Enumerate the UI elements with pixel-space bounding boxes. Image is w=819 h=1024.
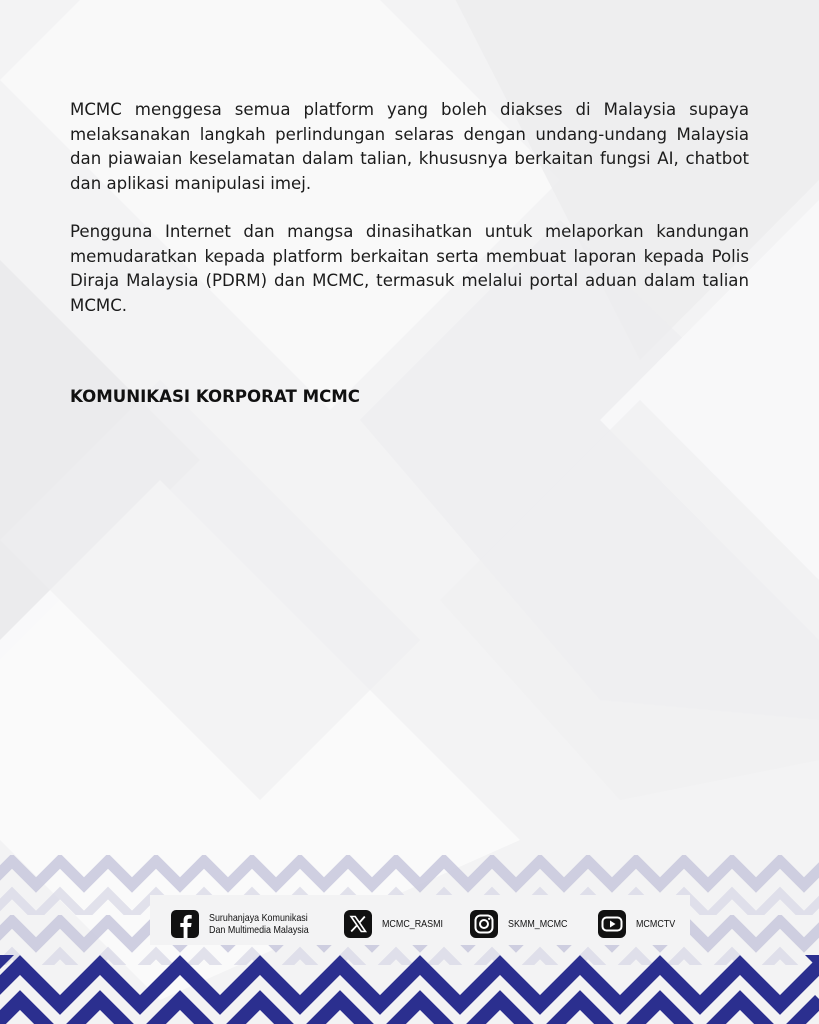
facebook-label-line1: Suruhanjaya Komunikasi bbox=[209, 912, 308, 924]
press-statement-body bbox=[70, 98, 749, 318]
signature: KOMUNIKASI KORPORAT MCMC bbox=[70, 387, 360, 406]
instagram-handle: SKMM_MCMC bbox=[508, 918, 568, 930]
youtube-handle: MCMCTV bbox=[636, 918, 676, 930]
x-handle: MCMC_RASMI bbox=[382, 918, 444, 930]
x-icon bbox=[343, 909, 373, 939]
facebook-icon bbox=[170, 909, 200, 939]
social-facebook[interactable] bbox=[170, 909, 326, 939]
social-x[interactable] bbox=[343, 909, 454, 939]
facebook-label-line2: Dan Multimedia Malaysia bbox=[209, 924, 309, 936]
youtube-icon bbox=[597, 909, 627, 939]
social-youtube[interactable] bbox=[597, 909, 682, 939]
paragraph-report-harmful-content: Pengguna Internet dan mangsa dinasihatkan untuk melaporkan kandungan memudaratkan kepada platform berkaitan serta membuat laporan kepada Polis Diraja Malaysia (PDRM) dan MCMC, termasuk melalui portal aduan dalam talian MCMC. bbox=[70, 222, 749, 315]
instagram-icon bbox=[469, 909, 499, 939]
paragraph-platform-protection: MCMC menggesa semua platform yang boleh diakses di Malaysia supaya melaksanakan langkah perlindungan selaras dengan undang-undang Malaysia dan piawaian keselamatan dalam talian, khususnya berkaitan fungsi AI, chatbot dan aplikasi manipulasi imej. bbox=[70, 100, 749, 193]
social-instagram[interactable] bbox=[469, 909, 578, 939]
social-media-bar bbox=[0, 905, 819, 945]
